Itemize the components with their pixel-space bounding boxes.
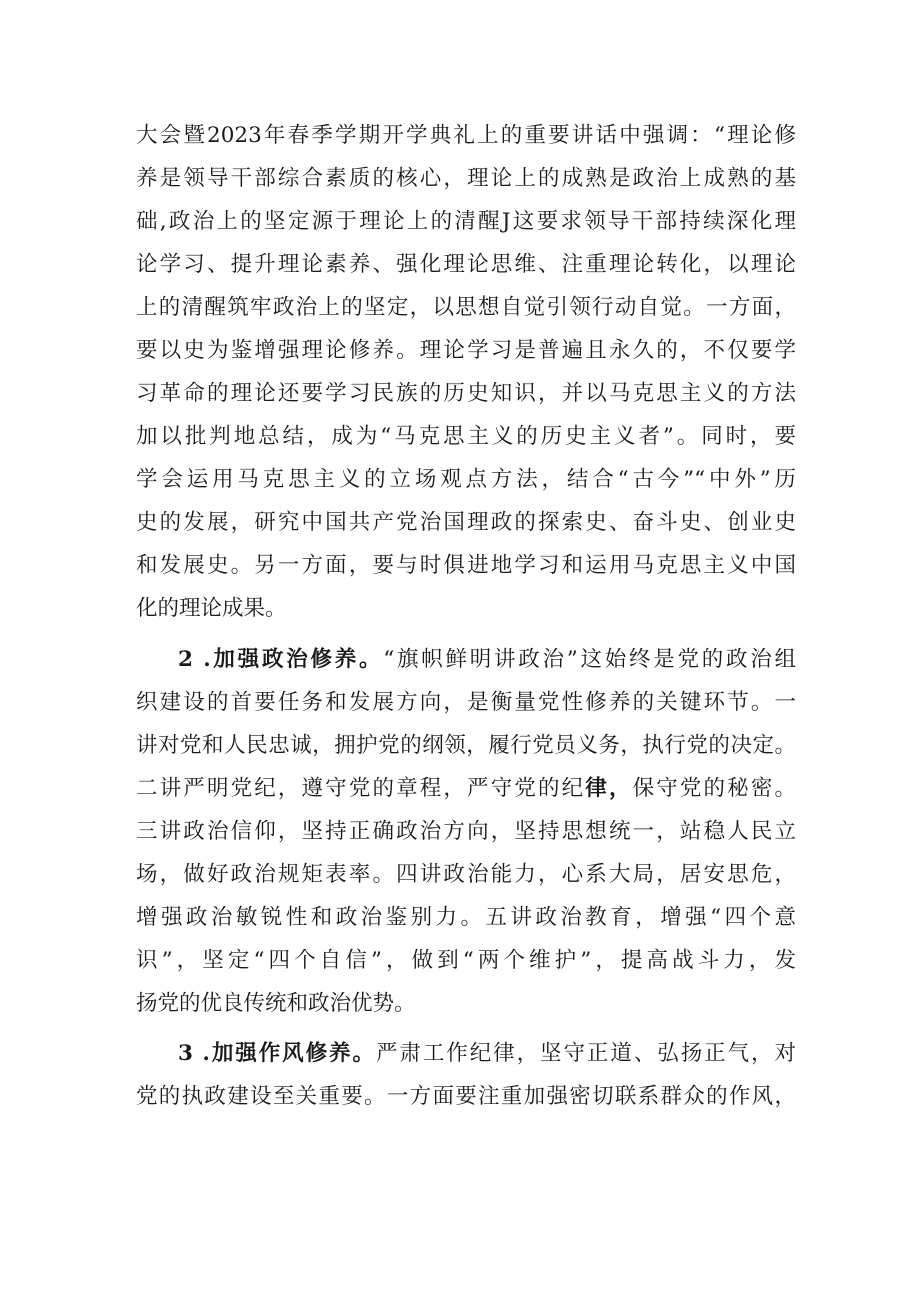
section-3-text: 严肃工作纪律，坚守正道、弘扬正气，对: [375, 1041, 796, 1066]
section-2-heading: 2 .加强政治修养。: [178, 647, 384, 672]
paragraph-line: 增强政治敏锐性和政治鉴别力。五讲政治教育，增强“四个意: [136, 905, 796, 930]
paragraph-line: 大会暨2023年春季学期开学典礼上的重要讲话中强调：“理论修: [136, 123, 796, 148]
line-segment: 二讲严明党纪，遵守党的章程，严守党的纪: [136, 776, 586, 801]
paragraph-line: [136, 769, 796, 809]
paragraph-line: 扬党的优良传统和政治优势。: [136, 991, 416, 1016]
paragraph-line: 党的执政建设至关重要。一方面要注重加强密切联系群众的作风，: [136, 1084, 796, 1109]
paragraph-line: 和发展史。另一方面，要与时俱进地学习和运用马克思主义中国: [136, 553, 796, 578]
paragraph-line: 识”，坚定“四个自信”，做到“两个维护”，提高战斗力，发: [136, 948, 796, 973]
paragraph-line: 加以批判地总结，成为“马克思主义的历史主义者”。同时，要: [136, 424, 796, 449]
paragraph-line: 养是领导干部综合素质的核心，理论上的成熟是政治上成熟的基: [136, 166, 796, 191]
section-3-first-line: [178, 1034, 796, 1074]
paragraph-line: 要以史为鉴增强理论修养。理论学习是普遍且永久的，不仅要学: [136, 338, 796, 363]
paragraph-line: 习革命的理论还要学习民族的历史知识，并以马克思主义的方法: [136, 381, 796, 406]
bold-segment: 律，: [585, 776, 633, 801]
paragraph-line: 化的理论成果。: [136, 596, 287, 621]
section-2-first-line: [178, 640, 796, 680]
paragraph-line: 上的清醒筑牢政治上的坚定，以思想自觉引领行动自觉。一方面，: [136, 295, 796, 320]
paragraph-line: 础,政治上的坚定源于理论上的清醒J这要求领导干部持续深化理: [136, 209, 796, 234]
section-2-text: “旗帜鲜明讲政治”这始终是党的政治组: [383, 647, 796, 672]
paragraph-line: 史的发展，研究中国共产党治国理政的探索史、奋斗史、创业史: [136, 510, 796, 535]
paragraph-line: 讲对党和人民忠诚，拥护党的纲领，履行党员义务，执行党的决定。: [136, 733, 796, 758]
paragraph-line: 三讲政治信仰，坚持正确政治方向，坚持思想统一，站稳人民立: [136, 819, 796, 844]
paragraph-line: 学会运用马克思主义的立场观点方法，结合“古今”“中外”历: [136, 467, 796, 492]
paragraph-line: 场，做好政治规矩表率。四讲政治能力，心系大局，居安思危，: [136, 862, 796, 887]
paragraph-line: 织建设的首要任务和发展方向，是衡量党性修养的关键环节。一: [136, 690, 796, 715]
section-3-heading: 3 .加强作风修养。: [178, 1041, 376, 1066]
paragraph-line: 论学习、提升理论素养、强化理论思维、注重理论转化，以理论: [136, 252, 796, 277]
line-segment: 保守党的秘密。: [632, 776, 796, 801]
